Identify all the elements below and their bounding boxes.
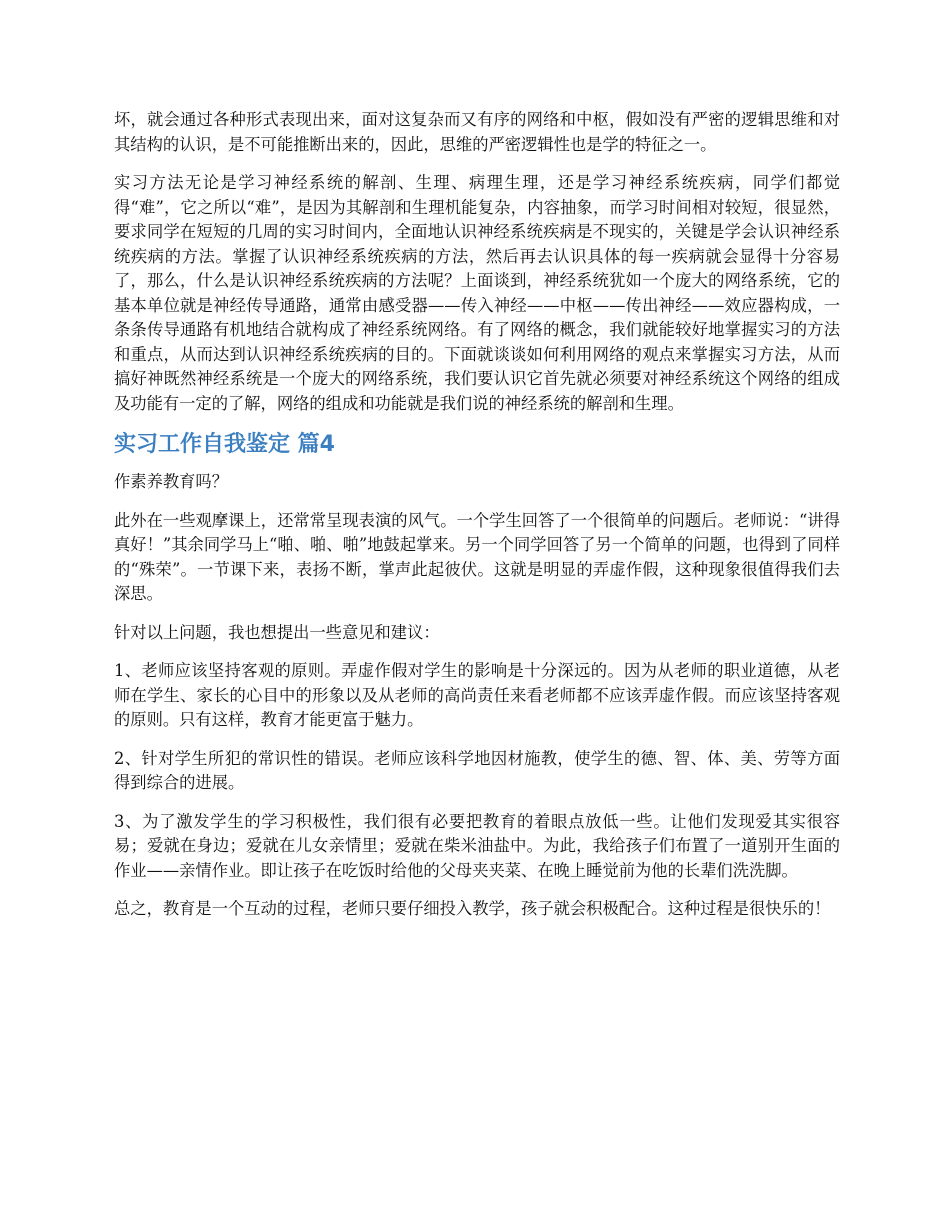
paragraph-logic-conclusion: 坏，就会通过各种形式表现出来，面对这复杂而又有序的网络和中枢，假如没有严密的逻辑思维和对其结构的认识，是不可能推断出来的，因此，思维的严密逻辑性也是学的特征之一。 <box>114 110 840 154</box>
section-heading: 实习工作自我鉴定 篇4 <box>114 432 335 457</box>
paragraph-demo-class: 此外在一些观摩课上，还常常呈现表演的风气。一个学生回答了一个很简单的问题后。老师说：“讲得真好！”其余同学马上“啪、啪、啪”地鼓起掌来。另一个同学回答了另一个简单的问题，也得到了同样的“殊荣”。一节课下来，表扬不断，掌声此起彼伏。这就是明显的弄虚作假，这种现象很值得我们去深思。 <box>114 510 840 603</box>
paragraph-suggestion-1: 1、老师应该坚持客观的原则。弄虚作假对学生的影响是十分深远的。因为从老师的职业道德，从老师在学生、家长的心目中的形象以及从老师的高尚责任来看老师都不应该弄虚作假。而应该坚持客观的原则。只有这样，教育才能更富于魅力。 <box>114 661 840 729</box>
paragraph-suggestion-3: 3、为了激发学生的学习积极性，我们很有必要把教育的着眼点放低一些。让他们发现爱其实很容易；爱就在身边；爱就在儿女亲情里；爱就在柴米油盐中。为此，我给孩子们布置了一道别开生面的作业——亲情作业。即让孩子在吃饭时给他的父母夹夹菜、在晚上睡觉前为他的长辈们洗洗脚。 <box>114 811 840 880</box>
paragraph-suggestion-2: 2、针对学生所犯的常识性的错误。老师应该科学地因材施教，使学生的德、智、体、美、劳等方面得到综合的进展。 <box>114 748 840 792</box>
document-page <box>114 108 840 936</box>
paragraph-suggestions-intro: 针对以上问题，我也想提出一些意见和建议： <box>114 622 440 642</box>
paragraph-conclusion: 总之，教育是一个互动的过程，老师只要仔细投入教学，孩子就会积极配合。这种过程是很快乐的！ <box>114 899 831 918</box>
paragraph-quality-education: 作素养教育吗？ <box>114 472 228 491</box>
paragraph-internship-method: 实习方法无论是学习神经系统的解剖、生理、病理生理，还是学习神经系统疾病，同学们都觉得“难”，它之所以“难”，是因为其解剖和生理机能复杂，内容抽象，而学习时间相对较短，很显然，要求同学在短短的几周的实习时间内，全面地认识神经系统疾病是不现实的，关键是学会认识神经系统疾病的方法。掌握了认识神经系统疾病的方法，然后再去认识具体的每一疾病就会显得十分容易了，那么，什么是认识神经系统疾病的方法呢？上面谈到，神经系统犹如一个庞大的网络系统，它的基本单位就是神经传导通路，通常由感受器——传入神经——中枢——传出神经——效应器构成，一条条传导通路有机地结合就构成了神经系统网络。有了网络的概念，我们就能较好地掌握实习的方法和重点，从而达到认识神经系统疾病的目的。下面就谈谈如何利用网络的观点来掌握实习方法，从而搞好神既然神经系统是一个庞大的网络系统，我们要认识它首先就必须要对神经系统这个网络的组成及功能有一定的了解，网络的组成和功能就是我们说的神经系统的解剖和生理。 <box>114 173 840 413</box>
